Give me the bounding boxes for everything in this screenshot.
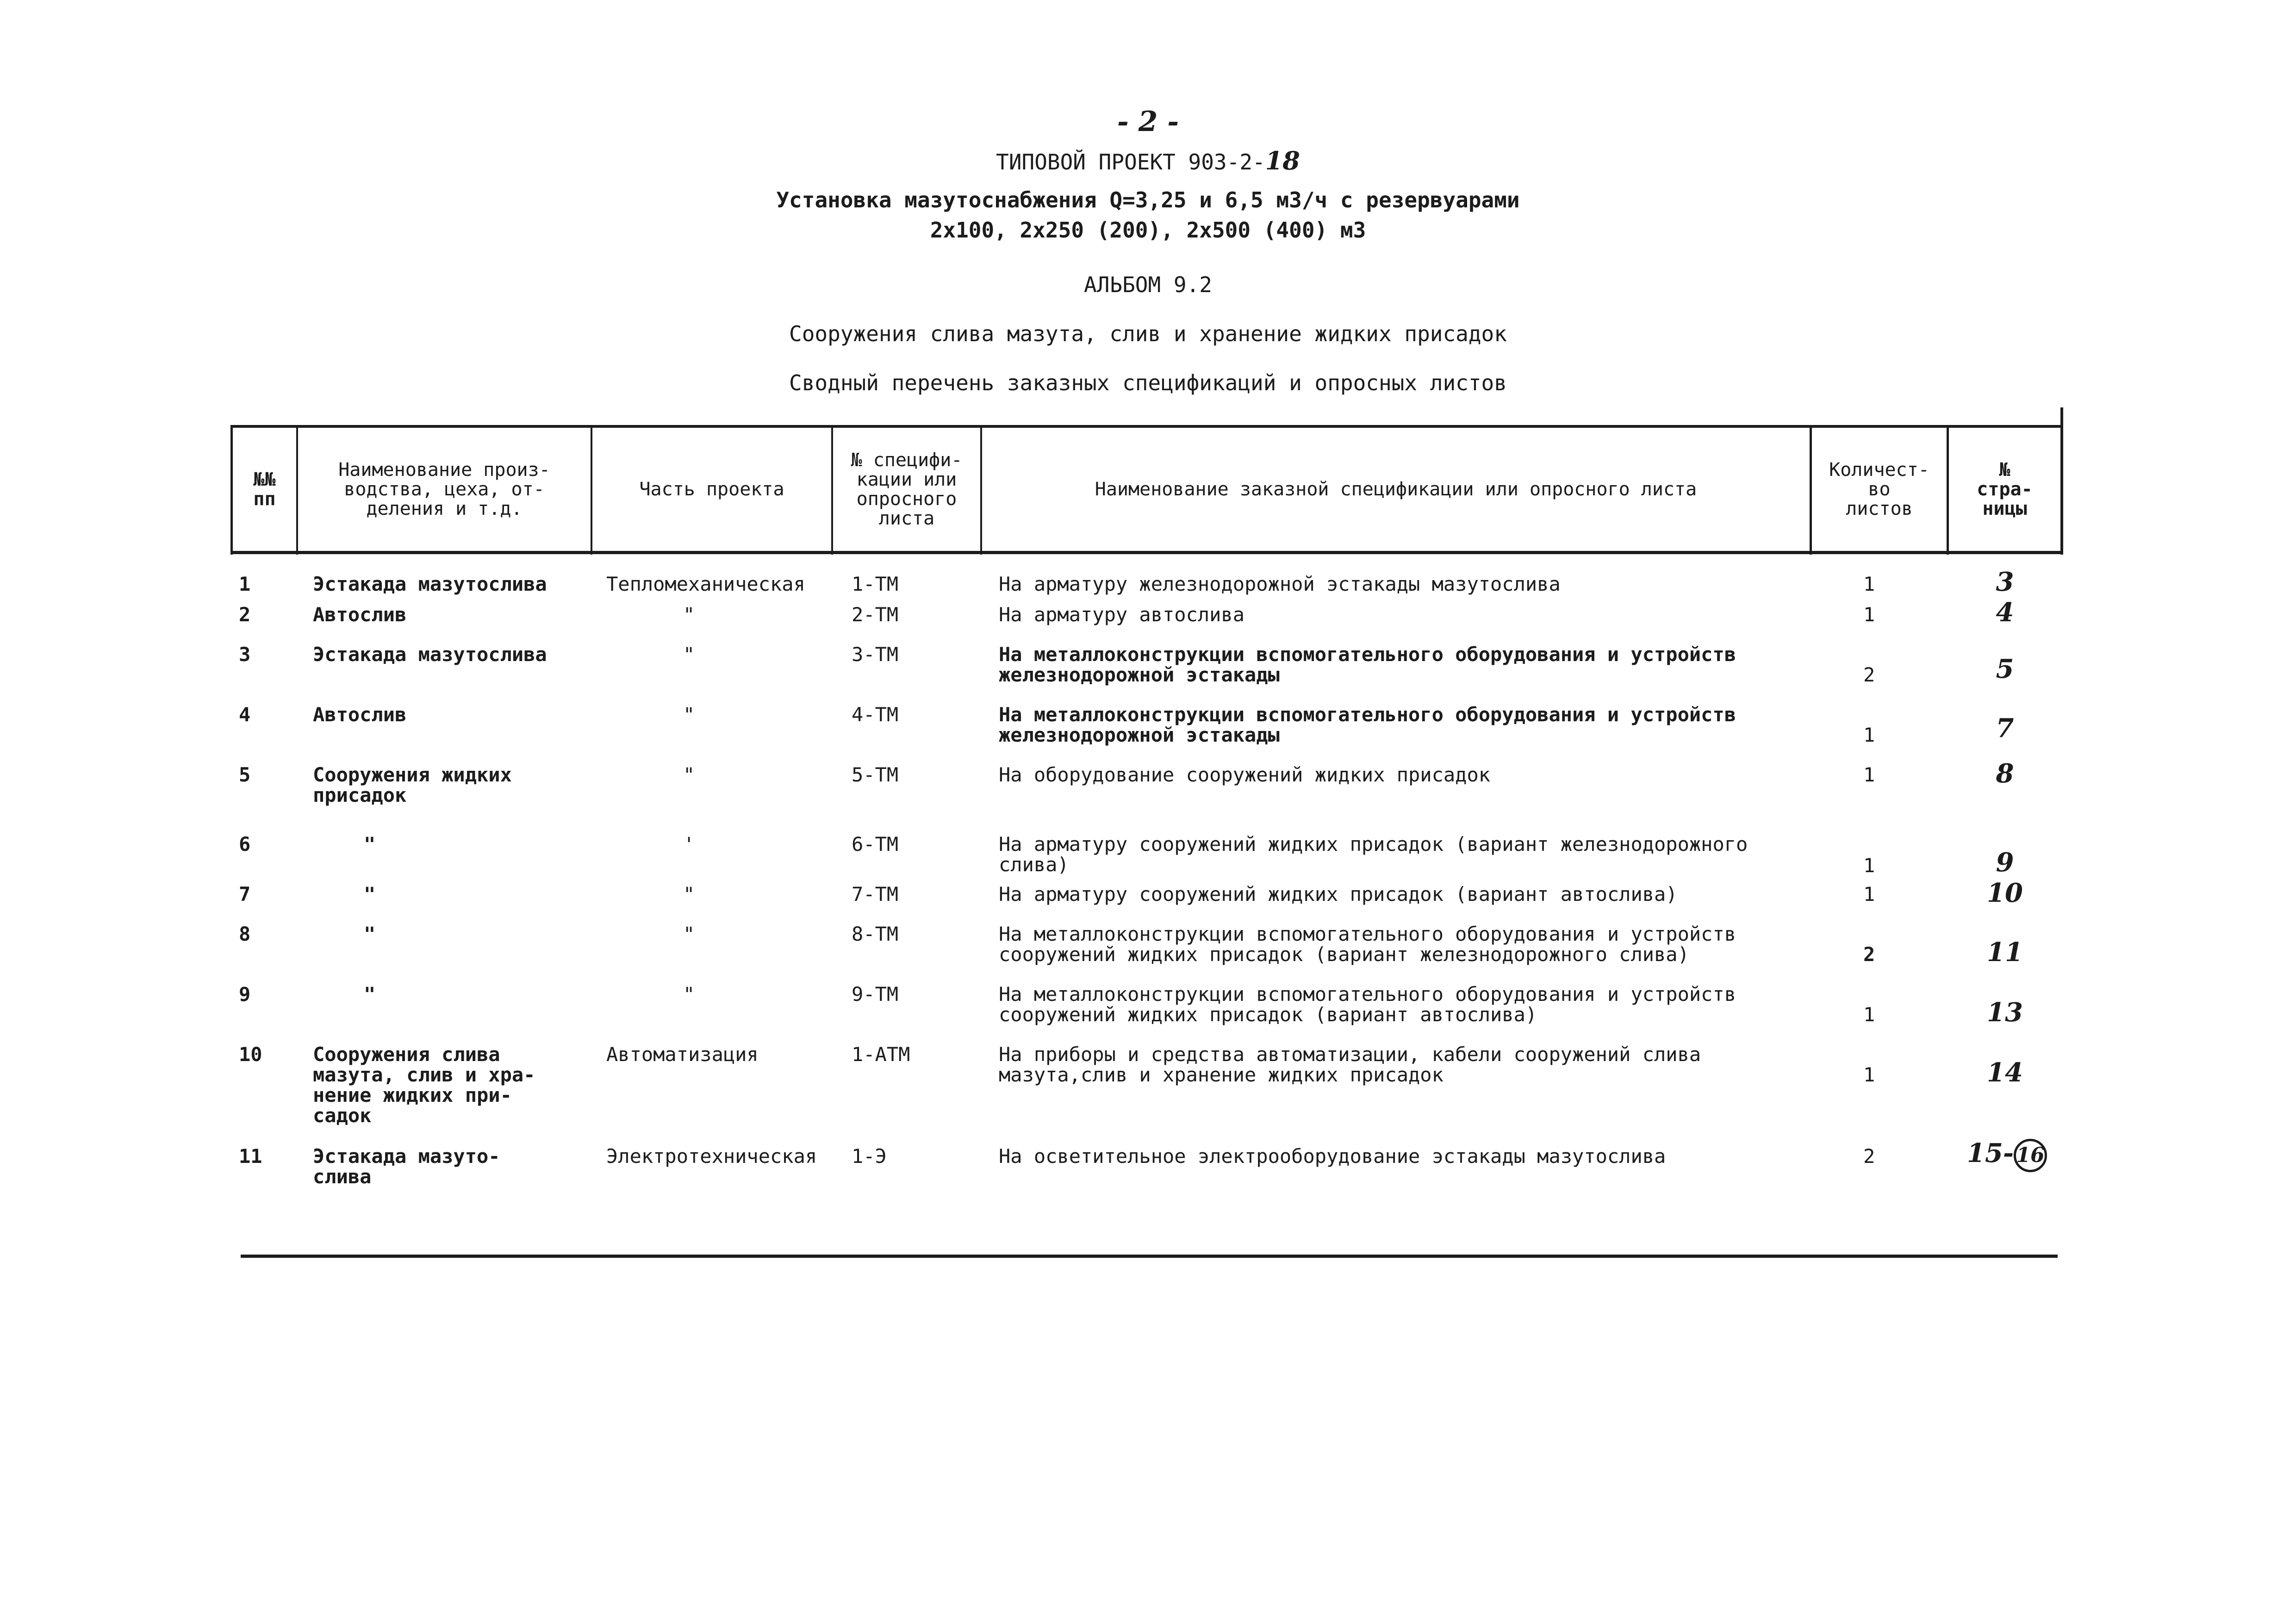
row-page [1967, 1138, 2087, 1172]
table-header-bottom-border [230, 551, 2063, 554]
row-spec-name: На металлоконструкции вспомогательного оборудования и устройств железнодорожной эстакады [999, 643, 1736, 686]
row-sheet-count: 2 [1863, 1145, 1875, 1168]
installation-line-2: 2х100, 2х250 (200), 2х500 (400) м3 [930, 218, 1366, 243]
row-number: 1 [239, 573, 251, 595]
row-spec-number: 6-ТМ [852, 833, 899, 856]
row-department: Сооружения жидких присадок [313, 763, 512, 806]
row-number: 3 [239, 643, 251, 666]
row-sheet-count: 1 [1863, 1063, 1875, 1086]
row-spec-number: 1-Э [852, 1145, 887, 1168]
row-page: 14 [1987, 1057, 2023, 1088]
row-project-part: " [683, 763, 695, 786]
row-spec-number: 8-ТМ [852, 923, 899, 945]
circled-page-number: 16 [2014, 1139, 2047, 1172]
table-right-border [2060, 407, 2063, 555]
row-project-part: Электротехническая [606, 1145, 817, 1168]
row-spec-name: На металлоконструкции вспомогательного оборудования и устройств сооружений жидких присадок (вариант автослива) [999, 983, 1736, 1026]
row-spec-number: 1-АТМ [852, 1043, 910, 1066]
project-prefix: ТИПОВОЙ ПРОЕКТ 903-2- [996, 150, 1265, 175]
row-spec-name: На металлоконструкции вспомогательного оборудования и устройств сооружений жидких присадок (вариант железнодорожного слива) [999, 923, 1736, 966]
column-header-page: № стра- ницы [1977, 459, 2033, 519]
summary-title: Сводный перечень заказных спецификаций и опросных листов [789, 370, 1507, 395]
row-spec-number: 7-ТМ [852, 883, 899, 906]
row-project-part: ' [683, 833, 695, 856]
row-sheet-count: 1 [1863, 883, 1875, 906]
row-sheet-count: 1 [1863, 724, 1875, 746]
bottom-rule [241, 1255, 2058, 1258]
row-project-part: " [683, 883, 695, 906]
row-spec-name: На приборы и средства автоматизации, кабели сооружений слива мазута,слив и хранение жидких присадок [999, 1043, 1701, 1086]
section-title: Сооружения слива мазута, слив и хранение жидких присадок [789, 321, 1507, 346]
row-spec-name: На арматуру сооружений жидких присадок (вариант автослива) [999, 883, 1678, 906]
row-spec-number: 3-ТМ [852, 643, 899, 666]
row-sheet-count: 1 [1863, 854, 1875, 877]
row-spec-name: На оборудование сооружений жидких присадок [999, 763, 1491, 786]
row-project-part: Автоматизация [606, 1043, 759, 1066]
row-page: 10 [1987, 878, 2023, 908]
row-department: Эстакада мазутослива [313, 573, 547, 595]
row-department: Автослив [313, 603, 407, 626]
row-department: Сооружения слива мазута, слив и хра- нение жидких при- садок [313, 1043, 535, 1127]
row-page-start: 15- [1967, 1138, 2014, 1168]
row-page: 8 [1996, 758, 2014, 789]
row-project-part: " [683, 703, 695, 726]
row-number: 9 [239, 983, 251, 1006]
row-department: " [364, 833, 376, 856]
column-header-sheet-count: Количест- во листов [1829, 459, 1929, 519]
row-number: 8 [239, 923, 251, 945]
row-project-part: " [683, 643, 695, 666]
row-project-part: Тепломеханическая [606, 573, 805, 595]
row-department: " [364, 923, 376, 945]
row-sheet-count: 1 [1863, 763, 1875, 786]
row-page: 11 [1987, 937, 2023, 968]
installation-line-1: Установка мазутоснабжения Q=3,25 и 6,5 м3/ч с резервуарами [776, 187, 1520, 212]
row-number: 2 [239, 603, 251, 626]
row-number: 5 [239, 763, 251, 786]
page-number: - 2 - [1117, 106, 1179, 138]
row-spec-number: 1-ТМ [852, 573, 899, 595]
project-title [0, 146, 2296, 175]
row-project-part: " [683, 923, 695, 945]
row-sheet-count: 1 [1863, 1003, 1875, 1026]
row-number: 11 [239, 1145, 262, 1168]
row-spec-name: На арматуру автослива [999, 603, 1245, 626]
row-spec-name: На осветительное электрооборудование эстакады мазутослива [999, 1145, 1666, 1168]
row-project-part: " [683, 603, 695, 626]
row-department: Автослив [313, 703, 407, 726]
row-spec-name: На арматуру сооружений жидких присадок (вариант железнодорожного слива) [999, 833, 1748, 876]
row-project-part: " [683, 983, 695, 1006]
row-sheet-count: 1 [1863, 573, 1875, 595]
column-header-department: Наименование произ- водства, цеха, от- деления и т.д. [338, 459, 550, 519]
row-page: 9 [1996, 847, 2014, 878]
column-header-spec-number: № специфи- кации или опросного листа [851, 450, 963, 529]
album-label: АЛЬБОМ 9.2 [1084, 272, 1212, 297]
row-department: Эстакада мазуто- слива [313, 1145, 500, 1188]
row-spec-number: 5-ТМ [852, 763, 899, 786]
row-page: 3 [1996, 567, 2014, 597]
row-number: 7 [239, 883, 251, 906]
row-spec-name: На арматуру железнодорожной эстакады мазутослива [999, 573, 1561, 595]
row-department: " [364, 983, 376, 1006]
row-spec-number: 2-ТМ [852, 603, 899, 626]
row-spec-number: 9-ТМ [852, 983, 899, 1006]
row-number: 6 [239, 833, 251, 856]
row-sheet-count: 1 [1863, 603, 1875, 626]
row-number: 4 [239, 703, 251, 726]
row-department: " [364, 883, 376, 906]
row-page: 7 [1996, 713, 2014, 743]
row-department: Эстакада мазутослива [313, 643, 547, 666]
project-number-handwritten: 18 [1265, 146, 1300, 175]
row-number: 10 [239, 1043, 262, 1066]
row-page: 13 [1987, 997, 2023, 1028]
row-spec-number: 4-ТМ [852, 703, 899, 726]
row-sheet-count: 2 [1863, 943, 1875, 966]
row-page: 5 [1996, 654, 2014, 684]
row-page: 4 [1996, 597, 2014, 628]
column-header-project-part: Часть проекта [639, 479, 784, 500]
row-spec-name: На металлоконструкции вспомогательного оборудования и устройств железнодорожной эстакады [999, 703, 1736, 746]
column-header-number: №№ пп [253, 469, 276, 510]
row-sheet-count: 2 [1863, 663, 1875, 686]
column-header-spec-name: Наименование заказной спецификации или опросного листа [1095, 479, 1697, 500]
